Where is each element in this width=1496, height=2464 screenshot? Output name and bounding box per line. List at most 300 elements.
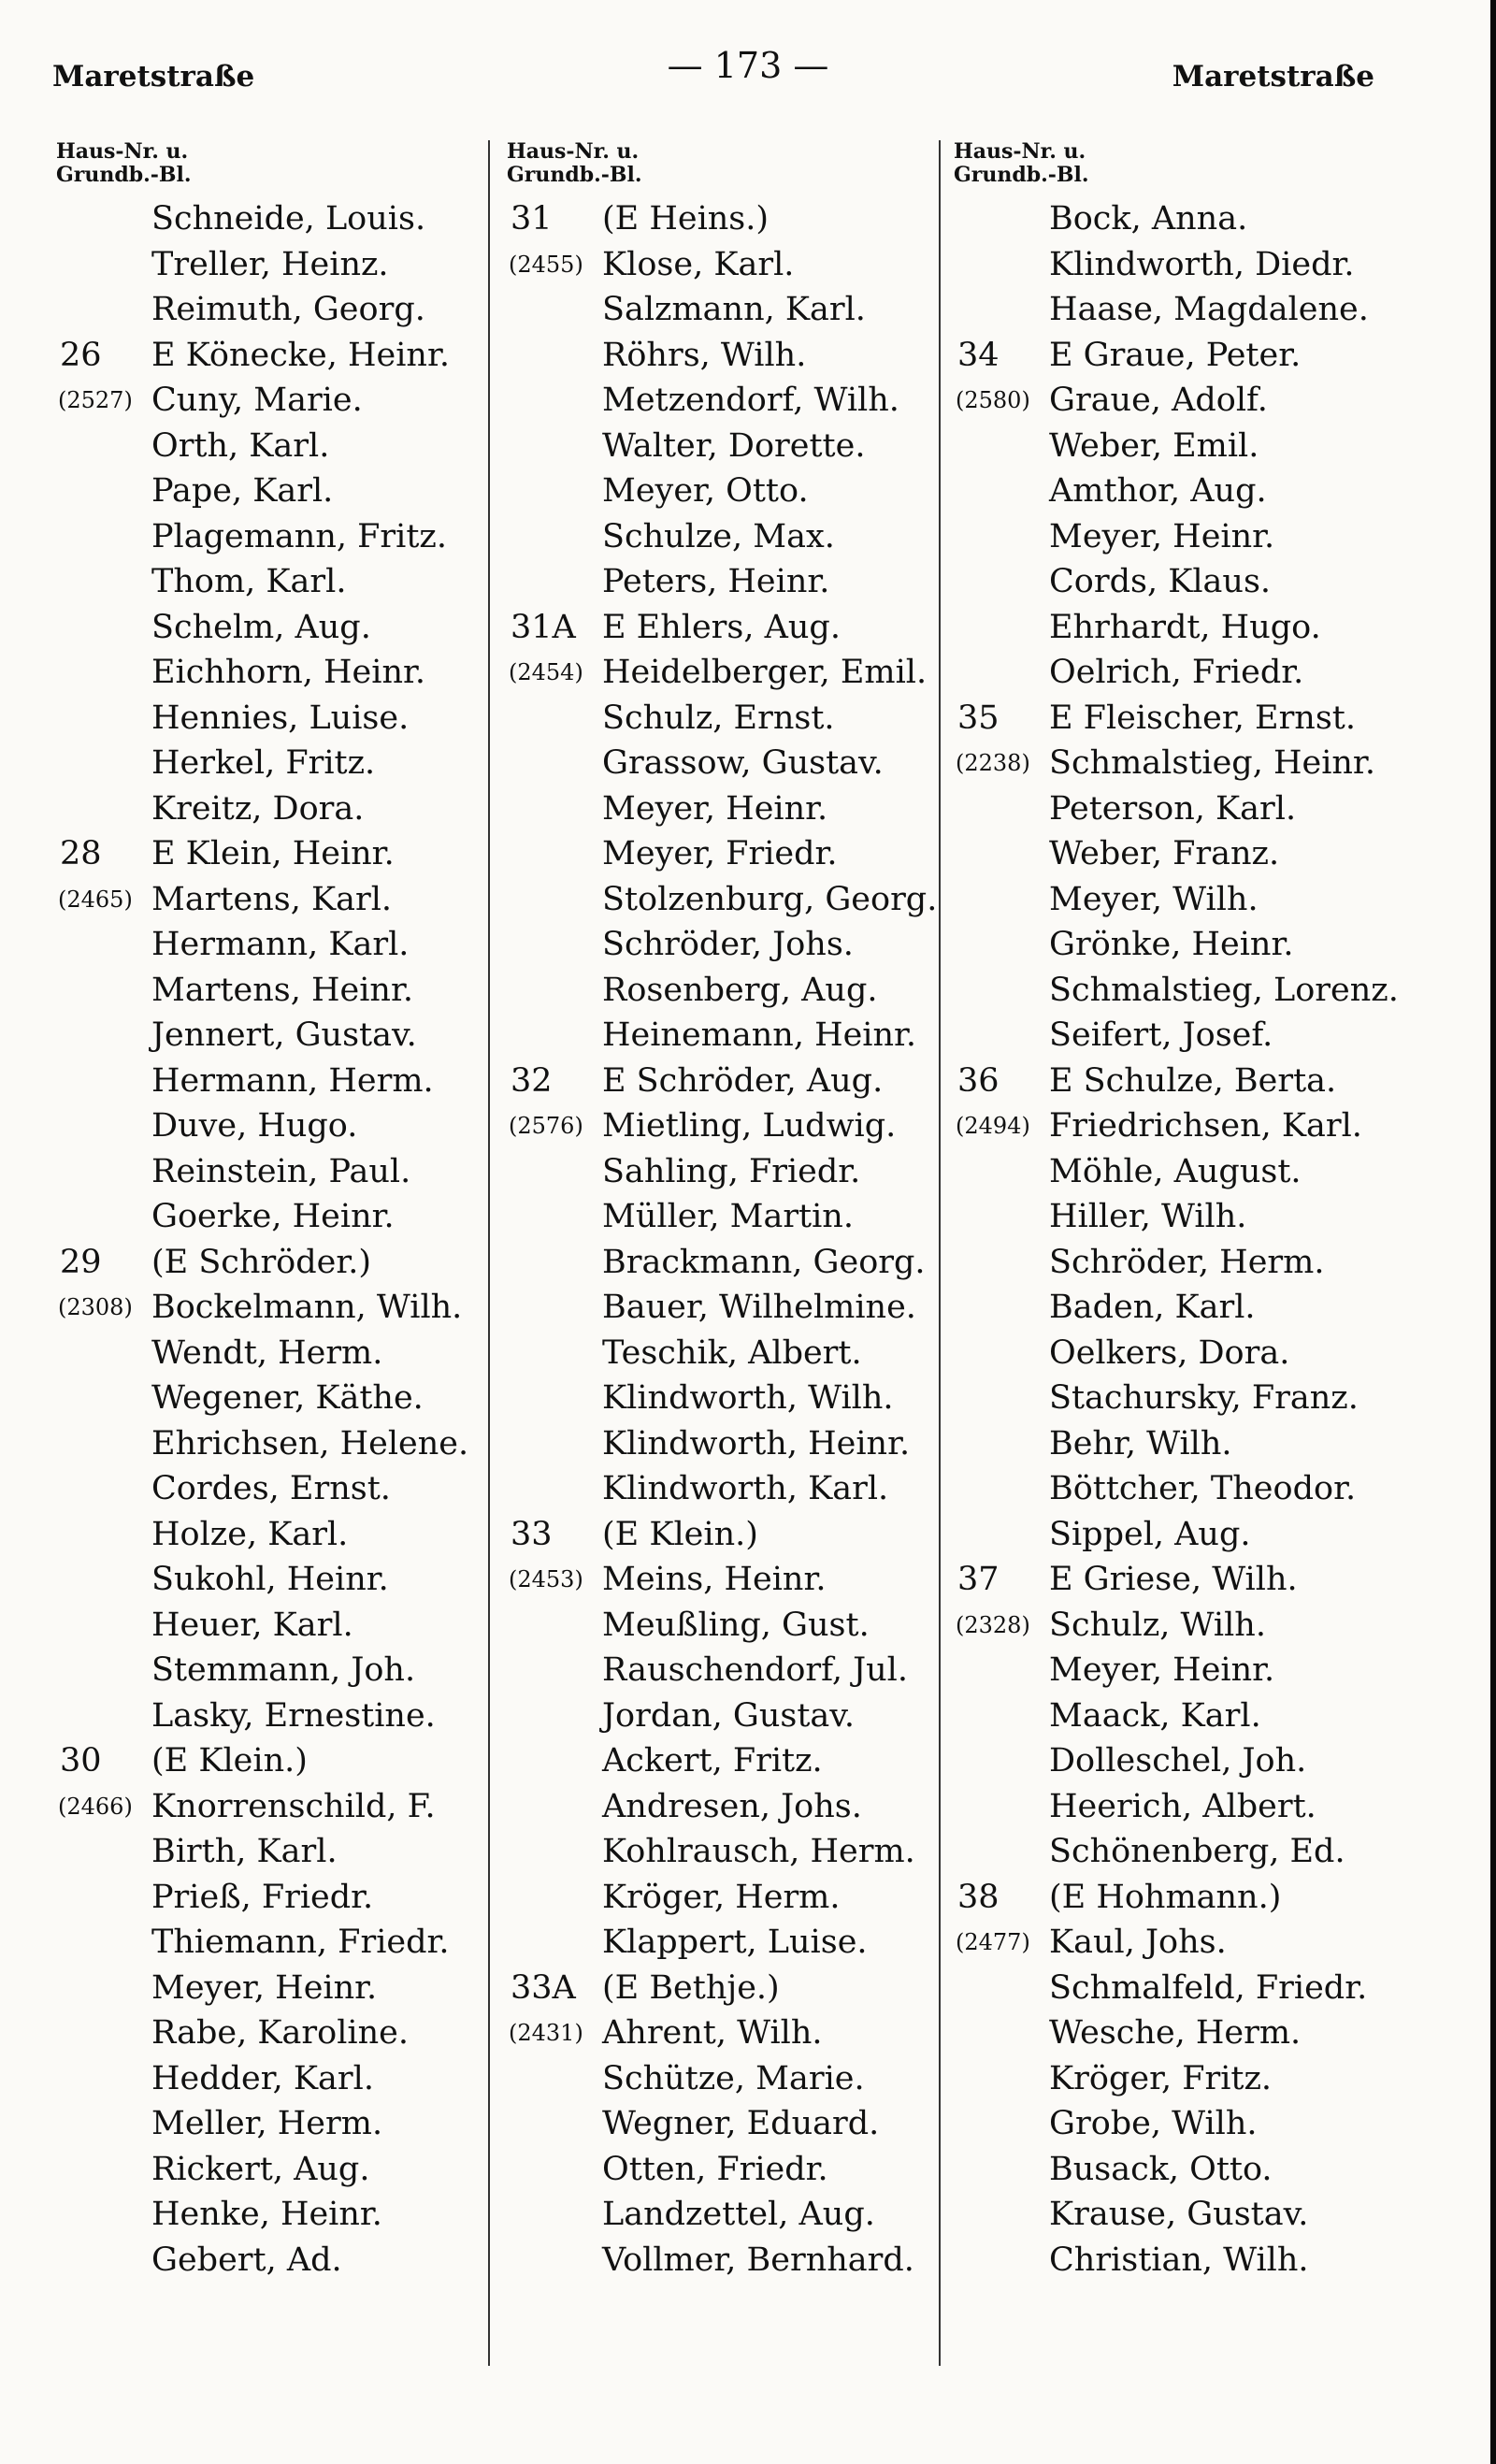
resident-name: E Griese, Wilh. <box>1049 1561 1298 1598</box>
directory-entry <box>497 1149 946 1195</box>
resident-name: Mietling, Ludwig. <box>602 1107 897 1145</box>
grundbuch-number: (2580) <box>956 387 1030 413</box>
directory-entry <box>944 1557 1412 1603</box>
resident-name: Cuny, Marie. <box>151 382 363 419</box>
resident-name: Reimuth, Georg. <box>151 291 425 328</box>
directory-entry <box>497 468 946 514</box>
resident-name: E Graue, Peter. <box>1049 336 1302 374</box>
directory-entry <box>497 2056 946 2102</box>
directory-entry <box>497 1693 946 1739</box>
directory-entry <box>47 605 486 651</box>
directory-entry <box>497 741 946 786</box>
directory-entry <box>944 1784 1412 1830</box>
resident-name: Landzettel, Aug. <box>602 2196 875 2233</box>
resident-name: Salzmann, Karl. <box>602 291 866 328</box>
directory-entry <box>497 650 946 696</box>
resident-name: Heuer, Karl. <box>151 1606 353 1644</box>
resident-name: Hermann, Karl. <box>151 926 410 963</box>
directory-entry <box>47 378 486 424</box>
grundbuch-number: (2494) <box>956 1113 1030 1139</box>
directory-entry <box>47 831 486 877</box>
entries-list <box>47 196 486 2283</box>
directory-entry <box>47 1285 486 1331</box>
directory-entry <box>47 1331 486 1376</box>
directory-entry <box>47 1557 486 1603</box>
directory-entry <box>47 242 486 288</box>
column-label <box>507 140 946 196</box>
grundbuch-number: (2238) <box>956 750 1030 776</box>
grundbuch-number: (2453) <box>509 1566 583 1592</box>
resident-name: Peters, Heinr. <box>602 563 830 600</box>
resident-name: (E Heins.) <box>602 200 770 238</box>
resident-name: Hiller, Wilh. <box>1049 1198 1247 1235</box>
resident-name: Schütze, Marie. <box>602 2059 865 2097</box>
resident-name: Thiemann, Friedr. <box>151 1924 450 1961</box>
resident-name: Lasky, Ernestine. <box>151 1696 436 1735</box>
directory-entry <box>47 2010 486 2056</box>
directory-entry <box>497 1421 946 1467</box>
directory-entry <box>47 1829 486 1875</box>
resident-name: Graue, Adolf. <box>1049 382 1268 419</box>
directory-entry <box>944 650 1412 696</box>
directory-entry <box>944 424 1412 469</box>
directory-entry <box>47 1240 486 1286</box>
directory-entry <box>944 877 1412 923</box>
directory-entry <box>47 1738 486 1784</box>
resident-name: Krause, Gustav. <box>1049 2196 1309 2233</box>
directory-entry <box>497 1013 946 1059</box>
directory-entry <box>944 1059 1412 1104</box>
resident-name: Holze, Karl. <box>151 1515 349 1553</box>
column-label <box>954 140 1412 196</box>
directory-entry <box>497 1920 946 1966</box>
directory-entry <box>944 1693 1412 1739</box>
resident-name: Stachursky, Franz. <box>1049 1379 1359 1417</box>
resident-name: Kröger, Fritz. <box>1049 2059 1273 2097</box>
directory-entry <box>944 1013 1412 1059</box>
directory-entry <box>47 1149 486 1195</box>
directory-entry <box>497 1376 946 1421</box>
directory-entry <box>47 1603 486 1649</box>
directory-entry <box>944 1103 1412 1149</box>
directory-entry <box>47 1421 486 1467</box>
resident-name: Martens, Karl. <box>151 880 393 918</box>
resident-name: Weber, Franz. <box>1049 835 1280 872</box>
directory-entry <box>497 242 946 288</box>
directory-entry <box>497 696 946 742</box>
resident-name: Baden, Karl. <box>1049 1289 1256 1326</box>
directory-entry <box>47 2147 486 2193</box>
directory-entry <box>497 831 946 877</box>
directory-column-2 <box>497 140 946 2283</box>
resident-name: Schmalstieg, Heinr. <box>1049 744 1375 782</box>
resident-name: Schmalstieg, Lorenz. <box>1049 971 1399 1009</box>
directory-entry <box>497 1784 946 1830</box>
directory-entry <box>497 922 946 968</box>
directory-entry <box>497 877 946 923</box>
resident-name: Wegener, Käthe. <box>151 1379 424 1417</box>
resident-name: Metzendorf, Wilh. <box>602 382 899 419</box>
resident-name: Cords, Klaus. <box>1049 563 1272 600</box>
resident-name: Weber, Emil. <box>1049 426 1259 465</box>
grundbuch-number: (2454) <box>509 659 583 685</box>
directory-entry <box>47 1648 486 1693</box>
grundbuch-number: (2466) <box>58 1793 133 1820</box>
directory-entry <box>47 2056 486 2102</box>
resident-name: Böttcher, Theodor. <box>1049 1470 1357 1507</box>
resident-name: Schulz, Wilh. <box>1049 1606 1266 1644</box>
grundbuch-number: (2308) <box>58 1294 133 1320</box>
resident-name: Kröger, Herm. <box>602 1878 841 1916</box>
directory-entry <box>944 2101 1412 2147</box>
directory-entry <box>497 1875 946 1921</box>
resident-name: Heinemann, Heinr. <box>602 1016 917 1054</box>
house-number: 37 <box>957 1561 1000 1598</box>
directory-entry <box>497 2238 946 2284</box>
directory-entry <box>944 741 1412 786</box>
directory-entry <box>944 468 1412 514</box>
resident-name: (E Schröder.) <box>151 1243 372 1281</box>
resident-name: Martens, Heinr. <box>151 971 413 1009</box>
directory-entry <box>944 1920 1412 1966</box>
resident-name: Klindworth, Karl. <box>602 1470 889 1507</box>
directory-entry <box>47 2238 486 2284</box>
running-head-right: Maretstraße <box>1172 60 1374 94</box>
directory-entry <box>944 1149 1412 1195</box>
directory-entry <box>497 1603 946 1649</box>
resident-name: Ehrichsen, Helene. <box>151 1424 469 1463</box>
house-number: 31 <box>511 200 553 238</box>
column-label-line1: Haus-Nr. u. <box>507 139 640 164</box>
resident-name: Stemmann, Joh. <box>151 1651 416 1689</box>
resident-name: Vollmer, Bernhard. <box>602 2241 914 2279</box>
house-number: 32 <box>511 1061 553 1100</box>
directory-entry <box>497 2147 946 2193</box>
resident-name: Eichhorn, Heinr. <box>151 654 426 691</box>
directory-entry <box>47 1784 486 1830</box>
resident-name: (E Klein.) <box>151 1742 308 1780</box>
directory-entry <box>47 877 486 923</box>
resident-name: Sippel, Aug. <box>1049 1515 1251 1553</box>
directory-entry <box>47 424 486 469</box>
resident-name: Oelkers, Dora. <box>1049 1333 1290 1372</box>
grundbuch-number: (2576) <box>509 1113 583 1139</box>
resident-name: Ahrent, Wilh. <box>602 2014 823 2052</box>
resident-name: Ackert, Fritz. <box>602 1742 823 1780</box>
directory-entry <box>47 1466 486 1512</box>
directory-entry <box>47 1512 486 1558</box>
directory-entry <box>944 1829 1412 1875</box>
house-number: 26 <box>60 336 102 374</box>
directory-entry <box>497 196 946 242</box>
resident-name: Knorrenschild, F. <box>151 1787 436 1825</box>
resident-name: Bock, Anna. <box>1049 200 1248 238</box>
directory-entry <box>47 1966 486 2011</box>
resident-name: Orth, Karl. <box>151 426 330 465</box>
resident-name: Rosenberg, Aug. <box>602 971 878 1009</box>
resident-name: Wendt, Herm. <box>151 1333 383 1372</box>
directory-column-1 <box>47 140 486 2283</box>
column-label-line2: Grundb.-Bl. <box>507 163 642 187</box>
resident-name: Möhle, August. <box>1049 1152 1302 1190</box>
resident-name: Stolzenburg, Georg. <box>602 880 938 918</box>
directory-entry <box>47 2192 486 2238</box>
directory-entry <box>497 378 946 424</box>
directory-entry <box>497 1466 946 1512</box>
resident-name: Schröder, Herm. <box>1049 1243 1325 1281</box>
directory-entry <box>47 287 486 333</box>
resident-name: E Könecke, Heinr. <box>151 336 450 374</box>
house-number: 33A <box>511 1968 576 2007</box>
entries-list <box>944 196 1412 2283</box>
grundbuch-number: (2431) <box>509 2020 583 2046</box>
resident-name: Meyer, Wilh. <box>1049 880 1259 918</box>
directory-entry <box>47 696 486 742</box>
resident-name: Behr, Wilh. <box>1049 1424 1232 1463</box>
directory-entry <box>497 1059 946 1104</box>
directory-entry <box>47 333 486 379</box>
resident-name: Seifert, Josef. <box>1049 1016 1273 1054</box>
grundbuch-number: (2477) <box>956 1929 1030 1955</box>
directory-entry <box>944 1603 1412 1649</box>
directory-entry <box>944 1512 1412 1558</box>
directory-entry <box>497 1512 946 1558</box>
directory-entry <box>497 1285 946 1331</box>
resident-name: Heidelberger, Emil. <box>602 654 928 691</box>
resident-name: Schulz, Ernst. <box>602 699 835 737</box>
house-number: 28 <box>60 835 102 872</box>
resident-name: E Klein, Heinr. <box>151 835 395 872</box>
directory-entry <box>497 1240 946 1286</box>
resident-name: Hedder, Karl. <box>151 2059 374 2097</box>
house-number: 38 <box>957 1878 1000 1916</box>
resident-name: Röhrs, Wilh. <box>602 336 807 374</box>
directory-entry <box>497 424 946 469</box>
directory-entry <box>47 559 486 605</box>
directory-entry <box>47 1693 486 1739</box>
grundbuch-number: (2527) <box>58 387 133 413</box>
column-label-line1: Haus-Nr. u. <box>56 139 189 164</box>
directory-entry <box>944 1285 1412 1331</box>
resident-name: Henke, Heinr. <box>151 2196 382 2233</box>
directory-entry <box>47 741 486 786</box>
directory-entry <box>944 605 1412 651</box>
directory-entry <box>497 1738 946 1784</box>
resident-name: Jennert, Gustav. <box>151 1016 417 1054</box>
resident-name: Plagemann, Fritz. <box>151 517 447 555</box>
resident-name: Klindworth, Heinr. <box>602 1424 911 1463</box>
resident-name: Andresen, Johs. <box>602 1787 862 1825</box>
grundbuch-number: (2465) <box>58 886 133 913</box>
resident-name: Christian, Wilh. <box>1049 2241 1309 2279</box>
resident-name: Meyer, Heinr. <box>1049 1651 1275 1689</box>
resident-name: Meller, Herm. <box>151 2105 383 2142</box>
resident-name: Ehrhardt, Hugo. <box>1049 608 1321 646</box>
directory-entry <box>497 2192 946 2238</box>
resident-name: (E Bethje.) <box>602 1968 780 2007</box>
resident-name: Bauer, Wilhelmine. <box>602 1289 916 1326</box>
directory-entry <box>944 1738 1412 1784</box>
resident-name: Rauschendorf, Jul. <box>602 1651 908 1689</box>
resident-name: Goerke, Heinr. <box>151 1198 395 1235</box>
directory-entry <box>497 1648 946 1693</box>
directory-entry <box>944 1240 1412 1286</box>
resident-name: Herkel, Fritz. <box>151 744 376 782</box>
running-head-left: Maretstraße <box>52 60 255 94</box>
resident-name: Gebert, Ad. <box>151 2241 342 2279</box>
resident-name: Friedrichsen, Karl. <box>1049 1107 1362 1145</box>
resident-name: Kaul, Johs. <box>1049 1924 1227 1961</box>
resident-name: Meyer, Friedr. <box>602 835 838 872</box>
resident-name: Rabe, Karoline. <box>151 2014 409 2052</box>
column-label-line2: Grundb.-Bl. <box>954 163 1089 187</box>
resident-name: Oelrich, Friedr. <box>1049 654 1304 691</box>
directory-entry <box>944 196 1412 242</box>
directory-entry <box>497 1194 946 1240</box>
resident-name: Amthor, Aug. <box>1049 472 1267 510</box>
directory-entry <box>47 1194 486 1240</box>
resident-name: Otten, Friedr. <box>602 2150 828 2188</box>
resident-name: E Fleischer, Ernst. <box>1049 699 1356 737</box>
resident-name: Heerich, Albert. <box>1049 1787 1316 1825</box>
resident-name: Busack, Otto. <box>1049 2150 1273 2188</box>
resident-name: Grönke, Heinr. <box>1049 926 1294 963</box>
directory-entry <box>944 2056 1412 2102</box>
resident-name: Reinstein, Paul. <box>151 1152 411 1190</box>
resident-name: Klappert, Luise. <box>602 1924 868 1961</box>
resident-name: Schönenberg, Ed. <box>1049 1833 1345 1870</box>
directory-entry <box>944 2192 1412 2238</box>
directory-entry <box>944 786 1412 832</box>
resident-name: Maack, Karl. <box>1049 1696 1261 1735</box>
house-number: 36 <box>957 1061 1000 1100</box>
directory-entry <box>944 559 1412 605</box>
directory-entry <box>47 1376 486 1421</box>
resident-name: Rickert, Aug. <box>151 2150 370 2188</box>
resident-name: (E Hohmann.) <box>1049 1878 1282 1916</box>
directory-entry <box>944 2238 1412 2284</box>
resident-name: Cordes, Ernst. <box>151 1470 391 1507</box>
directory-entry <box>47 968 486 1014</box>
directory-entry <box>944 696 1412 742</box>
resident-name: Prieß, Friedr. <box>151 1878 374 1916</box>
house-number: 35 <box>957 699 1000 737</box>
directory-entry <box>47 514 486 560</box>
directory-entry <box>944 1194 1412 1240</box>
resident-name: Meins, Heinr. <box>602 1561 827 1598</box>
directory-entry <box>497 1829 946 1875</box>
directory-entry <box>944 1331 1412 1376</box>
resident-name: Klindworth, Diedr. <box>1049 245 1355 283</box>
resident-name: Kohlrausch, Herm. <box>602 1833 915 1870</box>
directory-entry <box>47 1103 486 1149</box>
resident-name: Pape, Karl. <box>151 472 334 510</box>
directory-entry <box>47 1875 486 1921</box>
resident-name: E Schulze, Berta. <box>1049 1061 1337 1100</box>
resident-name: Müller, Martin. <box>602 1198 854 1235</box>
house-number: 33 <box>511 1515 553 1553</box>
directory-entry <box>47 1013 486 1059</box>
resident-name: Meyer, Heinr. <box>602 789 828 828</box>
column-divider <box>488 140 490 2366</box>
column-label-line1: Haus-Nr. u. <box>954 139 1086 164</box>
resident-name: Brackmann, Georg. <box>602 1243 926 1281</box>
directory-column-3 <box>944 140 1412 2283</box>
house-number: 29 <box>60 1243 102 1281</box>
resident-name: Thom, Karl. <box>151 563 347 600</box>
resident-name: Schneide, Louis. <box>151 200 426 238</box>
house-number: 34 <box>957 336 1000 374</box>
directory-entry <box>497 333 946 379</box>
directory-entry <box>944 922 1412 968</box>
directory-entry <box>497 2010 946 2056</box>
resident-name: Wesche, Herm. <box>1049 2014 1302 2052</box>
directory-entry <box>944 242 1412 288</box>
directory-entry <box>497 287 946 333</box>
directory-entry <box>944 514 1412 560</box>
directory-entry <box>497 1557 946 1603</box>
resident-name: Meyer, Heinr. <box>151 1968 378 2007</box>
directory-entry <box>47 786 486 832</box>
column-label-line2: Grundb.-Bl. <box>56 163 192 187</box>
grundbuch-number: (2328) <box>956 1611 1030 1638</box>
house-number: 30 <box>60 1742 102 1780</box>
resident-name: Meyer, Otto. <box>602 472 809 510</box>
grundbuch-number: (2455) <box>509 251 583 278</box>
directory-entry <box>944 1966 1412 2011</box>
column-label <box>56 140 486 196</box>
resident-name: Jordan, Gustav. <box>602 1696 856 1735</box>
directory-entry <box>944 1376 1412 1421</box>
resident-name: Duve, Hugo. <box>151 1107 358 1145</box>
directory-entry <box>944 333 1412 379</box>
directory-entry <box>497 1966 946 2011</box>
directory-entry <box>47 468 486 514</box>
entries-list <box>497 196 946 2283</box>
resident-name: Meußling, Gust. <box>602 1606 870 1644</box>
directory-entry <box>497 2101 946 2147</box>
resident-name: Hermann, Herm. <box>151 1061 434 1100</box>
resident-name: Schmalfeld, Friedr. <box>1049 1968 1368 2007</box>
directory-entry <box>944 1875 1412 1921</box>
directory-entry <box>497 968 946 1014</box>
resident-name: Dolleschel, Joh. <box>1049 1742 1307 1780</box>
directory-entry <box>47 1059 486 1104</box>
resident-name: (E Klein.) <box>602 1515 758 1553</box>
directory-entry <box>497 786 946 832</box>
resident-name: Birth, Karl. <box>151 1833 338 1870</box>
resident-name: Haase, Magdalene. <box>1049 291 1369 328</box>
resident-name: Meyer, Heinr. <box>1049 517 1275 555</box>
directory-entry <box>47 2101 486 2147</box>
resident-name: Schulze, Max. <box>602 517 835 555</box>
resident-name: Grassow, Gustav. <box>602 744 884 782</box>
resident-name: Treller, Heinz. <box>151 245 389 283</box>
resident-name: Klose, Karl. <box>602 245 795 283</box>
resident-name: Hennies, Luise. <box>151 699 410 737</box>
resident-name: Sukohl, Heinr. <box>151 1561 389 1598</box>
resident-name: Teschik, Albert. <box>602 1333 862 1372</box>
directory-entry <box>47 1920 486 1966</box>
directory-entry <box>497 559 946 605</box>
page-number: — 173 — <box>667 45 829 86</box>
resident-name: Kreitz, Dora. <box>151 789 365 828</box>
directory-entry <box>497 1103 946 1149</box>
resident-name: Schelm, Aug. <box>151 608 371 646</box>
resident-name: Peterson, Karl. <box>1049 789 1297 828</box>
directory-entry <box>944 378 1412 424</box>
directory-entry <box>497 1331 946 1376</box>
